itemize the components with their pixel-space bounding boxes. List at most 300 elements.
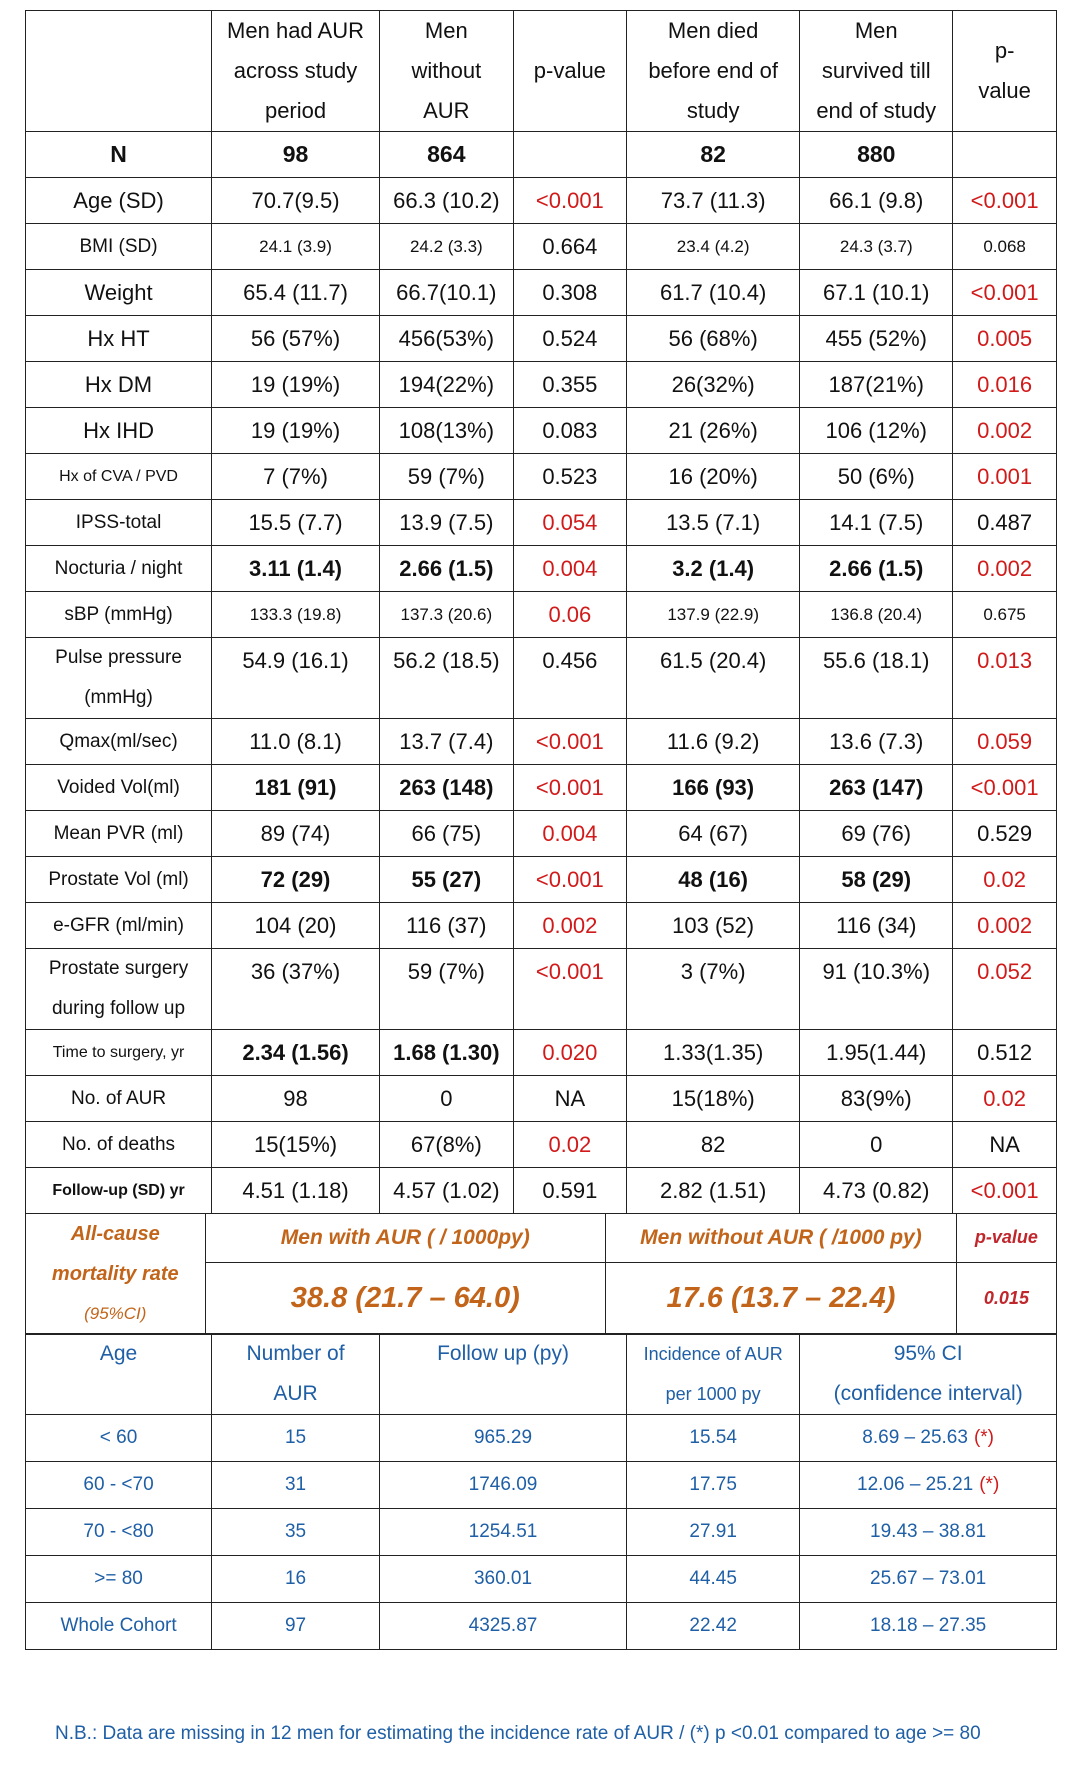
incidence-age-cell [26, 1462, 212, 1509]
value-cell: 136.8 (20.4) [800, 592, 953, 638]
row-label-line: Prostate Vol (ml) [48, 869, 189, 890]
p-value-cell: 0.016 [953, 362, 1057, 408]
value-cell: 0 [800, 1122, 953, 1168]
table-row [26, 903, 1057, 949]
with-aur-rate: 38.8 (21.7 – 64.0) [205, 1262, 605, 1334]
value-cell: 21 (26%) [627, 408, 800, 454]
value-cell: 106 (12%) [800, 408, 953, 454]
value-cell: 64 (67) [627, 811, 800, 857]
p-value-cell: <0.001 [513, 765, 626, 811]
header-line: p-value [533, 58, 606, 83]
p-value-cell: 0.512 [953, 1030, 1057, 1076]
value-cell: 11.6 (9.2) [627, 719, 800, 765]
incidence-age-cell [26, 1603, 212, 1650]
header-line: end of study [816, 98, 937, 123]
row-label [26, 224, 212, 270]
value-cell: 3.2 (1.4) [627, 546, 800, 592]
row-label-line: Age (SD) [73, 188, 164, 213]
cell-text: 70 - <80 [83, 1521, 154, 1542]
cell-text: < 60 [99, 1427, 138, 1448]
p-value-cell: <0.001 [953, 1168, 1057, 1214]
value-cell: 66.7(10.1) [379, 270, 513, 316]
without-aur-rate: 17.6 (13.7 – 22.4) [605, 1262, 956, 1334]
value-cell: 19 (19%) [212, 408, 380, 454]
value-cell: 1.95(1.44) [800, 1030, 953, 1076]
value-cell: 2.66 (1.5) [379, 546, 513, 592]
value-cell: 50 (6%) [800, 454, 953, 500]
row-label-line: sBP (mmHg) [64, 604, 173, 625]
p-value-cell: 0.355 [513, 362, 626, 408]
value-cell: 4.73 (0.82) [800, 1168, 953, 1214]
incidence-ci-cell [800, 1462, 1057, 1509]
value-cell: 73.7 (11.3) [627, 178, 800, 224]
n-value: 880 [800, 132, 953, 178]
table-row [26, 638, 1057, 719]
value-cell: 24.3 (3.7) [800, 224, 953, 270]
header-line: Number of [246, 1342, 345, 1365]
p-value-cell: 0.002 [953, 408, 1057, 454]
value-cell: 4.57 (1.02) [379, 1168, 513, 1214]
cell-text: 4325.87 [468, 1615, 538, 1636]
row-label [26, 1122, 212, 1168]
cell-text: 8.69 – 25.63 [862, 1427, 968, 1448]
column-header [953, 11, 1057, 132]
header-line: Men died [667, 18, 759, 43]
cell-text: 19.43 – 38.81 [870, 1521, 987, 1542]
header-row [26, 11, 1057, 132]
incidence-ci-cell [800, 1556, 1057, 1603]
aur-incidence-table [25, 1333, 1057, 1650]
cell-text: 1254.51 [468, 1521, 538, 1542]
value-cell: 116 (34) [800, 903, 953, 949]
incidence-row [26, 1415, 1057, 1462]
row-label-line: No. of AUR [71, 1088, 167, 1109]
table-row [26, 270, 1057, 316]
value-cell: 98 [212, 1076, 380, 1122]
row-label [26, 903, 212, 949]
incidence-row [26, 1509, 1057, 1556]
p-value-cell: 0.005 [953, 316, 1057, 362]
value-cell: 56 (57%) [212, 316, 380, 362]
value-cell: 187(21%) [800, 362, 953, 408]
p-value-cell: 0.013 [953, 638, 1057, 719]
table-row [26, 1122, 1057, 1168]
value-cell: 456(53%) [379, 316, 513, 362]
value-cell: 59 (7%) [379, 949, 513, 1030]
incidence-column-header [627, 1334, 800, 1415]
value-cell: 13.6 (7.3) [800, 719, 953, 765]
p-value-cell: 0.308 [513, 270, 626, 316]
mortality-pvalue: 0.015 [956, 1262, 1056, 1334]
mortality-label-line: (95%CI) [84, 1303, 147, 1323]
p-value-cell: NA [513, 1076, 626, 1122]
incidence-ci-cell [800, 1603, 1057, 1650]
value-cell: 59 (7%) [379, 454, 513, 500]
cell-text: 25.67 – 73.01 [870, 1568, 987, 1589]
header-line: Men [424, 18, 468, 43]
column-header [800, 11, 953, 132]
header-line: study [686, 98, 740, 123]
value-cell: 56 (68%) [627, 316, 800, 362]
row-label-line: Follow-up (SD) yr [52, 1182, 185, 1199]
row-label [26, 270, 212, 316]
header-line: Men had AUR [227, 18, 365, 43]
row-label [26, 638, 212, 719]
row-label-line: No. of deaths [62, 1134, 176, 1155]
cell-text: 16 [284, 1568, 307, 1589]
table-row [26, 592, 1057, 638]
value-cell: 15(15%) [212, 1122, 380, 1168]
value-cell: 67(8%) [379, 1122, 513, 1168]
row-label [26, 178, 212, 224]
row-label [26, 362, 212, 408]
p-value-cell: 0.523 [513, 454, 626, 500]
value-cell: 181 (91) [212, 765, 380, 811]
value-cell: 48 (16) [627, 857, 800, 903]
p-value-cell: <0.001 [513, 949, 626, 1030]
footnote: N.B.: Data are missing in 12 men for estimating the incidence rate of AUR / (*) p <0.01 compared to age >= 80 [55, 1723, 981, 1744]
incidence-incidence-cell [627, 1462, 800, 1509]
incidence-row [26, 1603, 1057, 1650]
table-row [26, 454, 1057, 500]
row-label-line: (mmHg) [84, 687, 153, 708]
incidence-number-cell [212, 1462, 380, 1509]
value-cell: 66 (75) [379, 811, 513, 857]
value-cell: 70.7(9.5) [212, 178, 380, 224]
value-cell: 55.6 (18.1) [800, 638, 953, 719]
incidence-row [26, 1556, 1057, 1603]
value-cell: 72 (29) [212, 857, 380, 903]
header-line: across study [233, 58, 358, 83]
value-cell: 0 [379, 1076, 513, 1122]
cell-text: 97 [284, 1615, 307, 1636]
p-value-cell: 0.059 [953, 719, 1057, 765]
header-line: Men [854, 18, 898, 43]
value-cell: 54.9 (16.1) [212, 638, 380, 719]
cell-text: 27.91 [689, 1521, 737, 1542]
table-row [26, 500, 1057, 546]
p-value-cell: 0.02 [953, 857, 1057, 903]
n-value: 82 [627, 132, 800, 178]
row-label [26, 500, 212, 546]
row-label [26, 546, 212, 592]
p-value-cell: 0.675 [953, 592, 1057, 638]
header-line: Age [99, 1342, 138, 1365]
row-label-line: during follow up [51, 998, 186, 1019]
value-cell: 108(13%) [379, 408, 513, 454]
cell-text: 1746.09 [468, 1474, 538, 1495]
header-line: without [411, 58, 482, 83]
value-cell: 69 (76) [800, 811, 953, 857]
n-value: 864 [379, 132, 513, 178]
p-value-cell: 0.004 [513, 546, 626, 592]
cell-text: 44.45 [689, 1568, 737, 1589]
corner-cell [26, 11, 212, 132]
p-value-cell: 0.002 [513, 903, 626, 949]
n-value [513, 132, 626, 178]
row-label [26, 811, 212, 857]
row-label-line: e-GFR (ml/min) [53, 915, 184, 936]
p-value-cell: 0.529 [953, 811, 1057, 857]
p-value-cell: 0.524 [513, 316, 626, 362]
mortality-label-line: mortality rate [51, 1262, 179, 1285]
mortality-pvalue-header: p-value [956, 1213, 1056, 1262]
row-label-line: Prostate surgery [48, 958, 189, 979]
value-cell: 11.0 (8.1) [212, 719, 380, 765]
incidence-incidence-cell [627, 1415, 800, 1462]
row-label-line: Qmax(ml/sec) [59, 731, 178, 752]
header-line: period [264, 98, 327, 123]
value-cell: 14.1 (7.5) [800, 500, 953, 546]
value-cell: 3.11 (1.4) [212, 546, 380, 592]
value-cell: 36 (37%) [212, 949, 380, 1030]
p-value-cell: <0.001 [953, 765, 1057, 811]
p-value-cell: 0.054 [513, 500, 626, 546]
table-row [26, 857, 1057, 903]
incidence-column-header [379, 1334, 626, 1415]
value-cell: 24.2 (3.3) [379, 224, 513, 270]
n-row [26, 132, 1057, 178]
p-value-cell: 0.083 [513, 408, 626, 454]
table-row [26, 408, 1057, 454]
column-header [627, 11, 800, 132]
incidence-ci-cell [800, 1415, 1057, 1462]
row-label-line: Voided Vol(ml) [57, 777, 180, 798]
value-cell: 26(32%) [627, 362, 800, 408]
value-cell: 13.5 (7.1) [627, 500, 800, 546]
row-label [26, 719, 212, 765]
row-label [26, 857, 212, 903]
p-value-cell: <0.001 [513, 719, 626, 765]
table-row [26, 316, 1057, 362]
incidence-incidence-cell [627, 1509, 800, 1556]
p-value-cell: 0.002 [953, 546, 1057, 592]
cell-text: 17.75 [689, 1474, 737, 1495]
value-cell: 2.66 (1.5) [800, 546, 953, 592]
row-label [26, 765, 212, 811]
p-value-cell: 0.004 [513, 811, 626, 857]
table-row [26, 719, 1057, 765]
p-value-cell: 0.02 [953, 1076, 1057, 1122]
header-line: AUR [423, 98, 470, 123]
value-cell: 194(22%) [379, 362, 513, 408]
value-cell: 455 (52%) [800, 316, 953, 362]
p-value-cell: 0.591 [513, 1168, 626, 1214]
row-label [26, 592, 212, 638]
p-value-cell: NA [953, 1122, 1057, 1168]
value-cell: 83(9%) [800, 1076, 953, 1122]
header-line: p- [994, 38, 1015, 63]
table-row [26, 546, 1057, 592]
p-value-cell: <0.001 [513, 857, 626, 903]
table-row [26, 1076, 1057, 1122]
header-line: Follow up (py) [437, 1342, 569, 1365]
value-cell: 89 (74) [212, 811, 380, 857]
cell-text: 31 [284, 1474, 307, 1495]
value-cell: 4.51 (1.18) [212, 1168, 380, 1214]
header-line: 95% CI [893, 1342, 963, 1365]
header-line: Incidence of AUR [643, 1344, 783, 1364]
cell-text: 360.01 [473, 1568, 533, 1589]
value-cell: 7 (7%) [212, 454, 380, 500]
value-cell: 2.82 (1.51) [627, 1168, 800, 1214]
incidence-header-row [26, 1334, 1057, 1415]
cell-text: 22.42 [689, 1615, 737, 1636]
value-cell: 61.5 (20.4) [627, 638, 800, 719]
header-line: before end of [648, 58, 778, 83]
row-label [26, 408, 212, 454]
table-row [26, 224, 1057, 270]
table-row [26, 811, 1057, 857]
row-label-line: Time to surgery, yr [52, 1044, 185, 1061]
row-label-line: Hx DM [84, 372, 153, 397]
row-label-line: Mean PVR (ml) [53, 823, 184, 844]
p-value-cell: 0.068 [953, 224, 1057, 270]
row-label-line: Weight [84, 280, 153, 305]
value-cell: 65.4 (11.7) [212, 270, 380, 316]
row-label [26, 949, 212, 1030]
value-cell: 56.2 (18.5) [379, 638, 513, 719]
incidence-column-header [26, 1334, 212, 1415]
header-line: per 1000 py [665, 1384, 761, 1404]
value-cell: 103 (52) [627, 903, 800, 949]
incidence-followup-cell [379, 1603, 626, 1650]
column-header [379, 11, 513, 132]
value-cell: 61.7 (10.4) [627, 270, 800, 316]
incidence-age-cell [26, 1556, 212, 1603]
incidence-followup-cell [379, 1462, 626, 1509]
value-cell: 23.4 (4.2) [627, 224, 800, 270]
p-value-cell: <0.001 [513, 178, 626, 224]
incidence-followup-cell [379, 1509, 626, 1556]
n-value: 98 [212, 132, 380, 178]
results-tables [25, 10, 1057, 1650]
p-value-cell: <0.001 [953, 178, 1057, 224]
value-cell: 104 (20) [212, 903, 380, 949]
value-cell: 15.5 (7.7) [212, 500, 380, 546]
value-cell: 133.3 (19.8) [212, 592, 380, 638]
value-cell: 2.34 (1.56) [212, 1030, 380, 1076]
incidence-column-header [212, 1334, 380, 1415]
mortality-label [26, 1213, 206, 1334]
table-row [26, 1168, 1057, 1214]
incidence-incidence-cell [627, 1603, 800, 1650]
value-cell: 263 (148) [379, 765, 513, 811]
table-row [26, 362, 1057, 408]
value-cell: 19 (19%) [212, 362, 380, 408]
incidence-followup-cell [379, 1415, 626, 1462]
p-value-cell: 0.052 [953, 949, 1057, 1030]
row-label-line: Hx HT [87, 326, 150, 351]
row-label: N [26, 132, 212, 178]
p-value-cell: 0.06 [513, 592, 626, 638]
significance-mark: (*) [979, 1474, 1000, 1495]
with-aur-header: Men with AUR ( / 1000py) [205, 1213, 605, 1262]
value-cell: 13.7 (7.4) [379, 719, 513, 765]
p-value-cell: 0.02 [513, 1122, 626, 1168]
cell-text: 965.29 [473, 1427, 533, 1448]
row-label-line: BMI (SD) [79, 236, 158, 257]
p-value-cell: 0.487 [953, 500, 1057, 546]
cell-text: 35 [284, 1521, 307, 1542]
p-value-cell: 0.001 [953, 454, 1057, 500]
cell-text: 15 [284, 1427, 307, 1448]
value-cell: 137.9 (22.9) [627, 592, 800, 638]
table-row [26, 765, 1057, 811]
header-line: (confidence interval) [833, 1382, 1023, 1405]
header-line: survived till [821, 58, 931, 83]
header-line: value [978, 78, 1031, 103]
incidence-number-cell [212, 1415, 380, 1462]
incidence-row [26, 1462, 1057, 1509]
incidence-age-cell [26, 1509, 212, 1556]
value-cell: 1.68 (1.30) [379, 1030, 513, 1076]
value-cell: 55 (27) [379, 857, 513, 903]
p-value-cell: 0.456 [513, 638, 626, 719]
row-label-line: Pulse pressure [55, 647, 182, 668]
cell-text: 12.06 – 25.21 [857, 1474, 974, 1495]
row-label [26, 1076, 212, 1122]
incidence-age-cell [26, 1415, 212, 1462]
value-cell: 166 (93) [627, 765, 800, 811]
row-label [26, 1030, 212, 1076]
value-cell: 24.1 (3.9) [212, 224, 380, 270]
row-label-line: Hx IHD [83, 418, 154, 443]
value-cell: 15(18%) [627, 1076, 800, 1122]
value-cell: 82 [627, 1122, 800, 1168]
row-label-line: Nocturia / night [54, 558, 183, 579]
cell-text: 15.54 [689, 1427, 737, 1448]
mortality-label-line: All-cause [70, 1222, 160, 1245]
baseline-characteristics-table [25, 10, 1057, 1214]
value-cell: 1.33(1.35) [627, 1030, 800, 1076]
incidence-incidence-cell [627, 1556, 800, 1603]
value-cell: 91 (10.3%) [800, 949, 953, 1030]
without-aur-header: Men without AUR ( /1000 py) [605, 1213, 956, 1262]
significance-mark: (*) [973, 1427, 994, 1448]
value-cell: 3 (7%) [627, 949, 800, 1030]
cell-text: Whole Cohort [60, 1615, 177, 1636]
value-cell: 67.1 (10.1) [800, 270, 953, 316]
incidence-followup-cell [379, 1556, 626, 1603]
value-cell: 16 (20%) [627, 454, 800, 500]
incidence-column-header [800, 1334, 1057, 1415]
incidence-ci-cell [800, 1509, 1057, 1556]
cell-text: >= 80 [94, 1568, 143, 1589]
p-value-cell: 0.020 [513, 1030, 626, 1076]
value-cell: 116 (37) [379, 903, 513, 949]
incidence-number-cell [212, 1556, 380, 1603]
value-cell: 66.1 (9.8) [800, 178, 953, 224]
p-value-cell: 0.002 [953, 903, 1057, 949]
row-label [26, 316, 212, 362]
row-label [26, 454, 212, 500]
table-row [26, 178, 1057, 224]
cell-text: 18.18 – 27.35 [870, 1615, 987, 1636]
value-cell: 58 (29) [800, 857, 953, 903]
value-cell: 263 (147) [800, 765, 953, 811]
table-row [26, 1030, 1057, 1076]
cell-text: 60 - <70 [83, 1474, 154, 1495]
p-value-cell: <0.001 [953, 270, 1057, 316]
header-line: AUR [273, 1382, 318, 1405]
column-header [212, 11, 380, 132]
incidence-number-cell [212, 1509, 380, 1556]
p-value-cell: 0.664 [513, 224, 626, 270]
row-label-line: IPSS-total [75, 512, 162, 533]
column-header [513, 11, 626, 132]
row-label-line: Hx of CVA / PVD [59, 468, 178, 485]
